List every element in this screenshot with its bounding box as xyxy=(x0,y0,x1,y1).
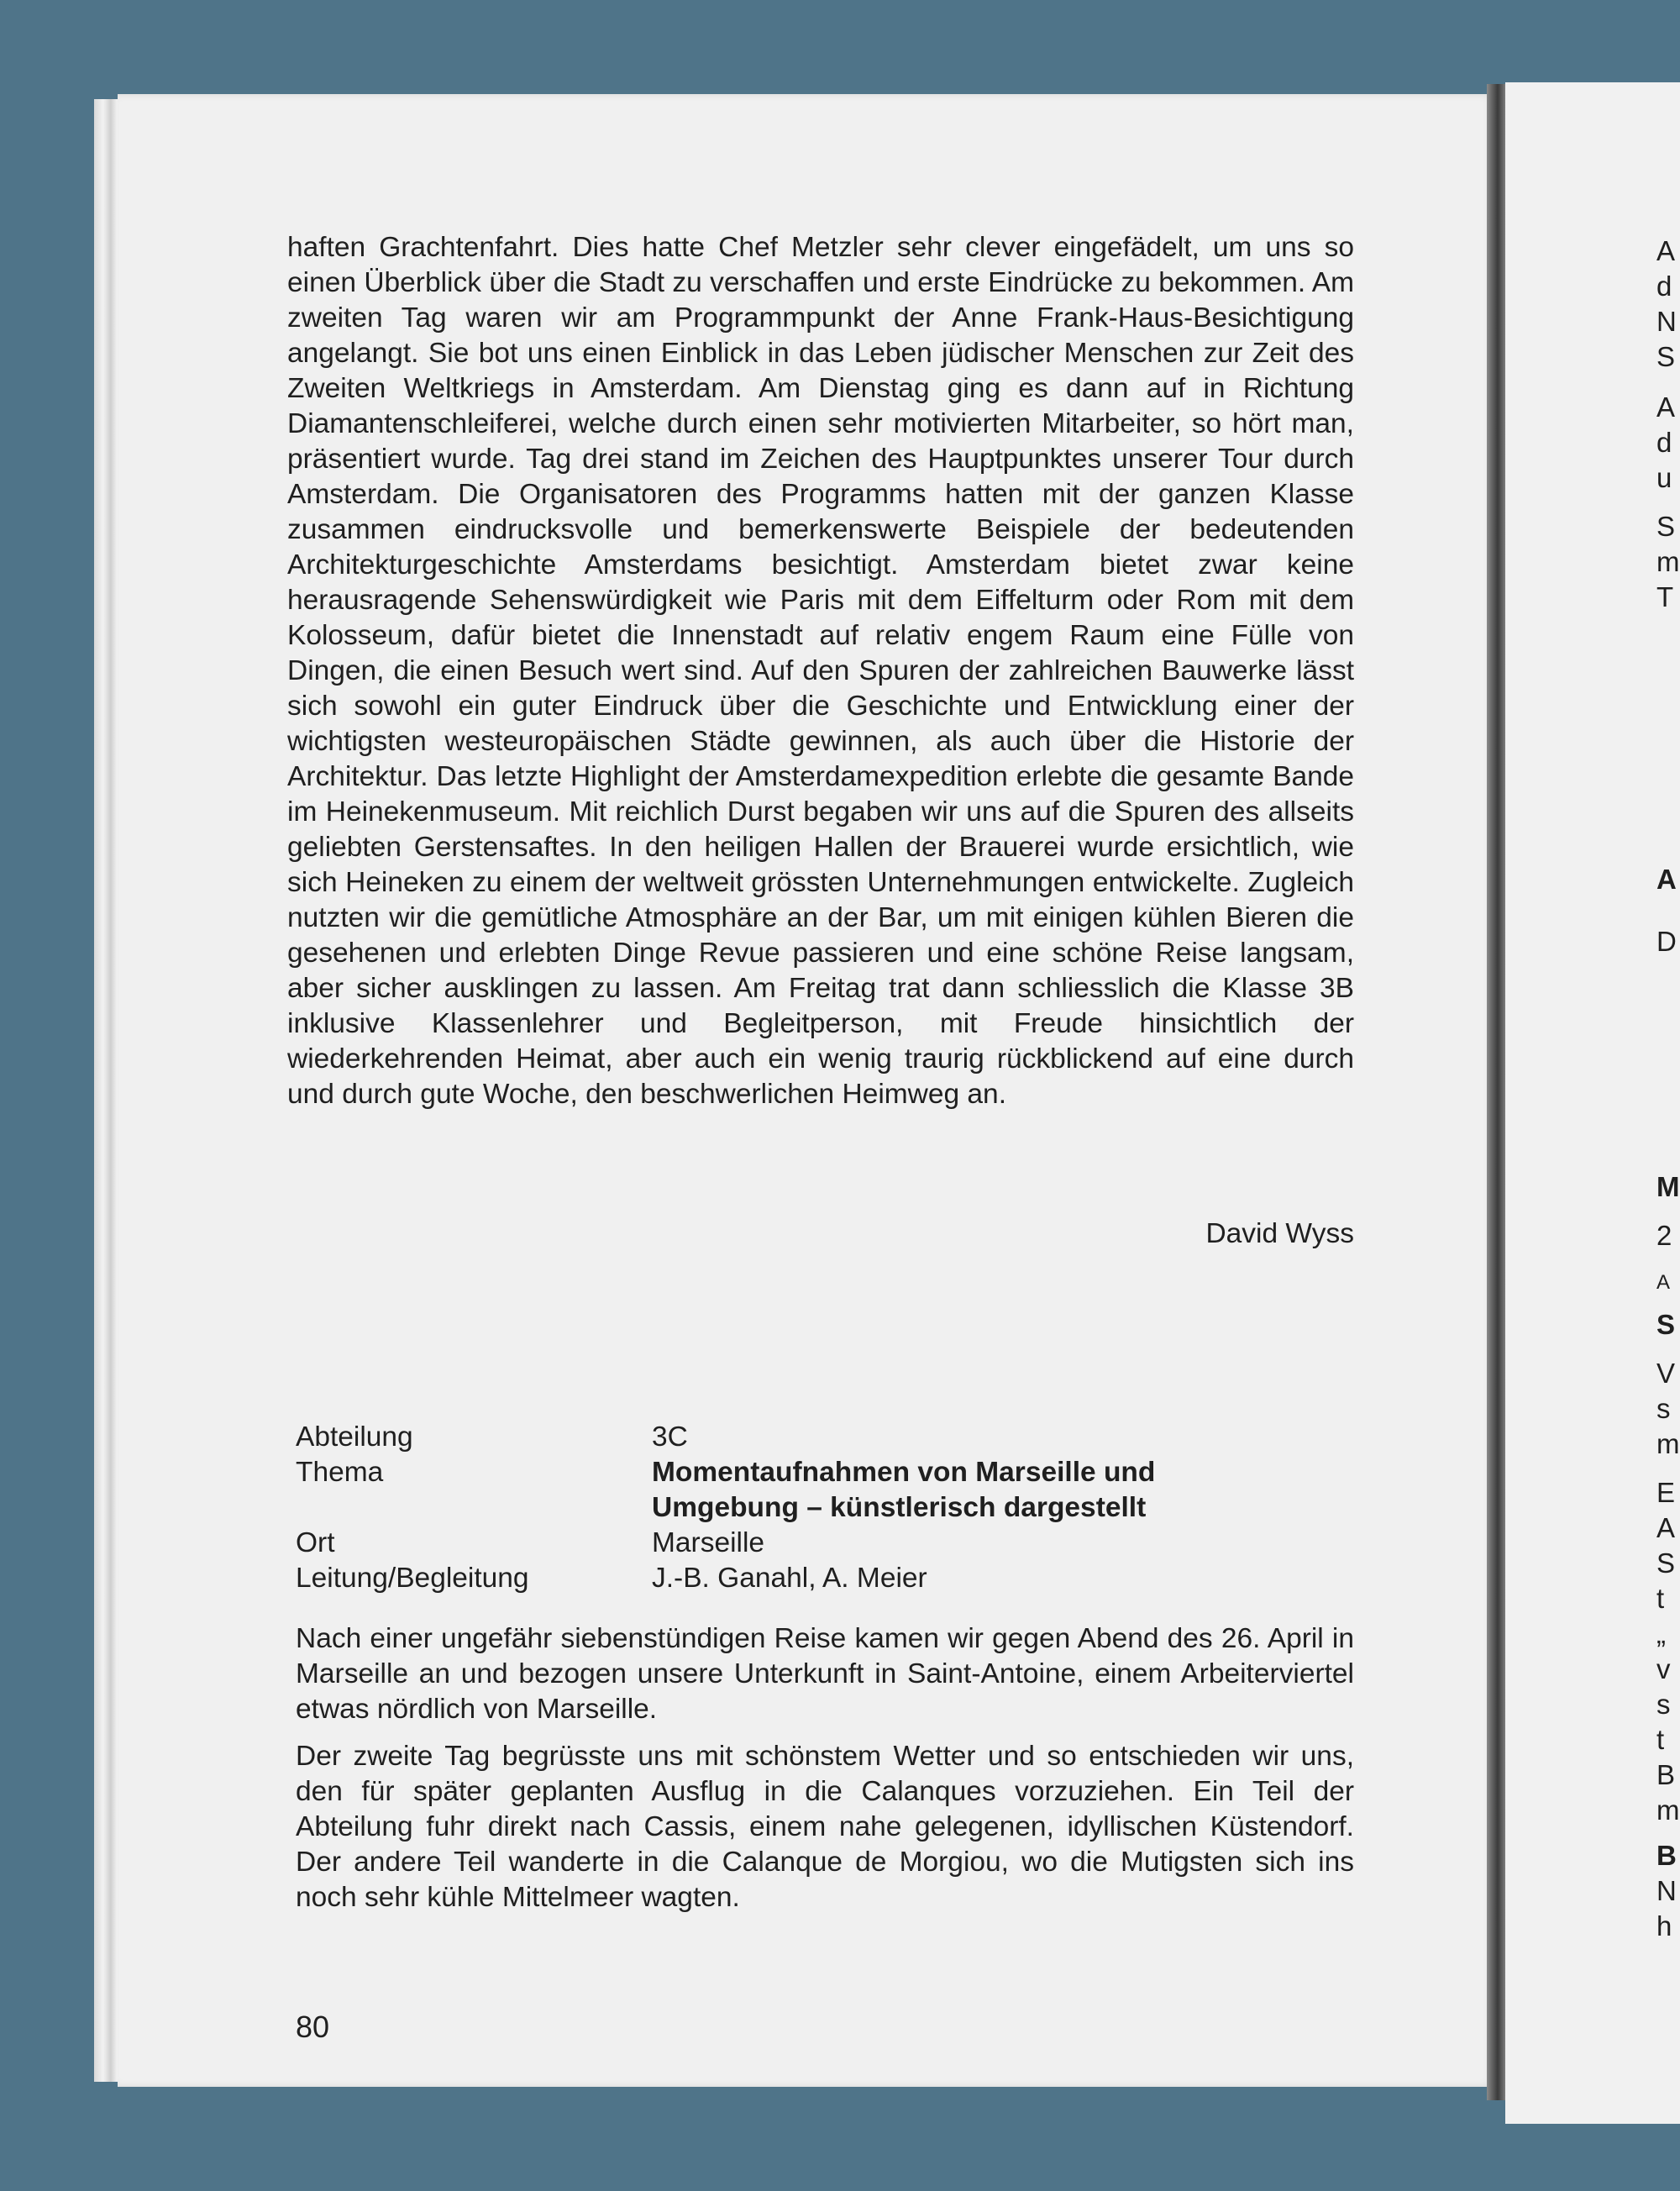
info-row-leitung xyxy=(296,1561,1354,1596)
info-label: Leitung/Begleitung xyxy=(296,1563,529,1594)
fragment: s xyxy=(1656,1689,1671,1720)
fragment: A xyxy=(1656,235,1676,266)
fragment: S xyxy=(1656,511,1676,542)
info-value: J.-B. Ganahl, A. Meier xyxy=(652,1563,927,1594)
paragraph-text: Der zweite Tag begrüsste uns mit schönstem Wetter und so entschieden wir uns, den für später geplanten Ausflug in die Calanques vorzuziehen. Ein Teil der Abteilung fuhr direkt nach Cassis, einem nahe gelegenen, idyllischen Küstendorf. Der andere Teil wanderte in die Calanque de Morgiou, wo die Mutigsten sich ins noch sehr kühle Mittelmeer wagten. xyxy=(296,1741,1354,1913)
author-signature: David Wyss xyxy=(1205,1218,1354,1249)
paragraph-text: haften Grachtenfahrt. Dies hatte Chef Metzler sehr clever eingefädelt, um uns so einen Überblick über die Stadt zu verschaffen und erste Eindrücke zu bekommen. Am zweiten Tag waren wir am Programmpunkt der Anne Frank-Haus-Besichtigung angelangt. Sie bot uns einen Einblick in das Leben jüdischer Menschen zur Zeit des Zweiten Weltkriegs in Amsterdam. Am Dienstag ging es dann auf in Richtung Diamantenschleiferei, welche durch einen sehr motivierten Mitarbeiter, so hört man, präsentiert wurde. Tag drei stand im Zeichen des Hauptpunktes unserer Tour durch Amsterdam. Die Organisatoren des Programms hatten mit der ganzen Klasse zusammen eindrucksvolle und bemerkenswerte Beispiele der bedeutenden Architekturgeschichte Amsterdams besichtigt. Amsterdam bietet zwar keine herausragende Sehenswürdigkeit wie Paris mit dem Eiffelturm oder Rom mit dem Kolosseum, dafür bietet die Innenstadt auf relativ engem Raum eine Fülle von Dingen, die einen Besuch wert sind. Auf den Spuren der zahlreichen Bauwerke lässt sich sowohl ein guter Eindruck über die Geschichte und Entwicklung einer der wichtigsten westeuropäischen Städte gewinnen, als auch über die Historie der Architektur. Das letzte Highlight der Amsterdamexpedition erlebte die gesamte Bande im Heinekenmuseum. Mit reichlich Durst begaben wir uns auf die Spuren des allseits geliebten Gerstensaftes. In den heiligen Hallen der Brauerei wurde ersichtlich, wie sich Heineken zu einem der weltweit grössten Unternehmungen entwickelte. Zugleich nutzten wir die gemütliche Atmosphäre an der Bar, um mit einigen kühlen Bieren die gesehenen und erlebten Dinge Revue passieren und eine schöne Reise langsam, aber sicher ausklingen zu lassen. Am Freitag trat dann schliesslich die Klasse 3B inklusive Klassenlehrer und Begleitperson, mit Freude hinsichtlich der wiederkehrenden Heimat, aber auch ein wenig traurig rückblickend auf eine durch und durch gute Woche, den beschwerlichen Heimweg an. xyxy=(287,232,1354,1110)
article-paragraph-amsterdam xyxy=(287,230,1354,1112)
fragment: E xyxy=(1656,1477,1676,1508)
page-number: 80 xyxy=(296,2010,330,2044)
fragment: A xyxy=(1656,1512,1676,1543)
info-label: Thema xyxy=(296,1457,384,1488)
info-value: Marseille xyxy=(652,1527,765,1558)
info-label: Ort xyxy=(296,1527,335,1558)
info-label: Abteilung xyxy=(296,1421,413,1453)
info-row-ort xyxy=(296,1526,1354,1561)
info-value-title-cont: Umgebung – künstlerisch dargestellt xyxy=(652,1492,1147,1523)
fragment: m xyxy=(1656,1794,1680,1826)
fragment: d xyxy=(1656,427,1672,458)
fragment: d xyxy=(1656,271,1672,302)
fragment: m xyxy=(1656,546,1680,577)
info-value: 3C xyxy=(652,1421,688,1453)
fragment: M xyxy=(1656,1171,1680,1202)
article-paragraph-marseille-arrival xyxy=(296,1621,1354,1727)
fragment: 2 xyxy=(1656,1220,1672,1251)
fragment: S xyxy=(1656,341,1676,372)
right-page-text-fragments xyxy=(1656,0,1680,2191)
info-row-thema xyxy=(296,1455,1354,1490)
fragment: s xyxy=(1656,1393,1671,1424)
info-value-title: Momentaufnahmen von Marseille und xyxy=(652,1457,1156,1488)
fragment: D xyxy=(1656,926,1677,957)
fragment: S xyxy=(1656,1309,1676,1340)
fragment: B xyxy=(1656,1759,1676,1790)
fragment: v xyxy=(1656,1653,1671,1684)
fragment: m xyxy=(1656,1428,1680,1459)
fragment: A xyxy=(1656,864,1677,895)
fragment: T xyxy=(1656,581,1674,612)
article-paragraph-calanques xyxy=(296,1739,1354,1915)
fragment: N xyxy=(1656,1875,1677,1906)
fragment: A xyxy=(1656,1271,1671,1294)
paragraph-text: Nach einer ungefähr siebenstündigen Reise kamen wir gegen Abend des 26. April in Marseille an und bezogen unsere Unterkunft in Saint-Antoine, einem Arbeiterviertel etwas nördlich von Marseille. xyxy=(296,1623,1354,1725)
fragment: S xyxy=(1656,1547,1676,1579)
fragment: h xyxy=(1656,1910,1672,1941)
fragment: t xyxy=(1656,1583,1665,1614)
fragment: u xyxy=(1656,462,1672,493)
fragment: t xyxy=(1656,1724,1665,1755)
fragment: N xyxy=(1656,306,1677,337)
fragment: „ xyxy=(1656,1618,1666,1649)
fragment: A xyxy=(1656,391,1676,423)
info-row-abteilung xyxy=(296,1420,1354,1455)
right-page xyxy=(1505,82,1680,2124)
info-row-thema-cont xyxy=(296,1490,1354,1526)
fragment: B xyxy=(1656,1840,1677,1871)
trip-info-table xyxy=(296,1420,1354,1596)
fragment: V xyxy=(1656,1358,1676,1389)
